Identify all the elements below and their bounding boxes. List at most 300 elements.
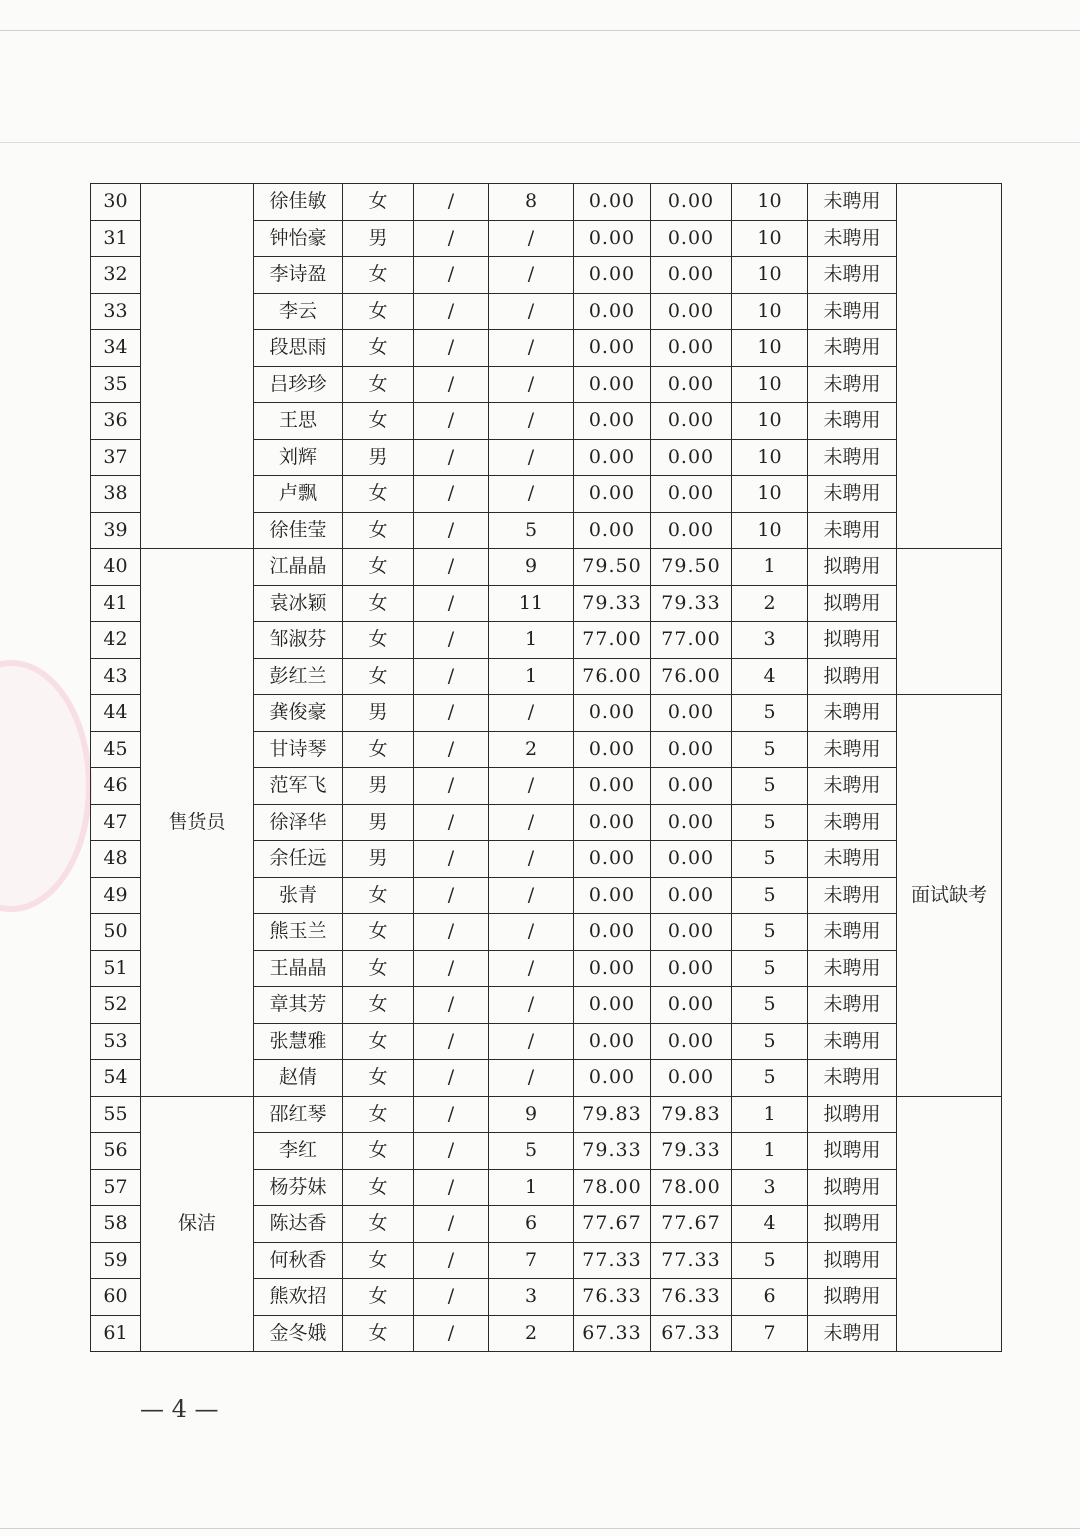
rank-cell: 10: [732, 257, 808, 294]
gender-cell: 女: [343, 330, 414, 367]
col5-value-cell: 2: [489, 731, 574, 768]
candidate-name-cell: 王晶晶: [254, 950, 343, 987]
remark-cell: [897, 184, 1002, 549]
result-cell: 拟聘用: [808, 585, 897, 622]
score1-cell: 0.00: [574, 731, 651, 768]
row-number-cell: 59: [91, 1242, 141, 1279]
score2-cell: 78.00: [651, 1169, 732, 1206]
result-cell: 未聘用: [808, 184, 897, 221]
score2-cell: 79.83: [651, 1096, 732, 1133]
result-cell: 拟聘用: [808, 1169, 897, 1206]
candidate-name-cell: 张慧雅: [254, 1023, 343, 1060]
col5-value-cell: 5: [489, 1133, 574, 1170]
position-cell: [141, 184, 254, 549]
candidate-name-cell: 吕珍珍: [254, 366, 343, 403]
col5-value-cell: /: [489, 220, 574, 257]
col5-value-cell: /: [489, 366, 574, 403]
result-cell: 拟聘用: [808, 658, 897, 695]
candidate-name-cell: 熊玉兰: [254, 914, 343, 951]
rank-cell: 4: [732, 658, 808, 695]
score2-cell: 0.00: [651, 877, 732, 914]
score1-cell: 0.00: [574, 257, 651, 294]
row-number-cell: 34: [91, 330, 141, 367]
col5-value-cell: /: [489, 950, 574, 987]
row-number-cell: 39: [91, 512, 141, 549]
score2-cell: 0.00: [651, 695, 732, 732]
gender-cell: 女: [343, 1133, 414, 1170]
table-row: [91, 549, 1002, 586]
result-cell: 拟聘用: [808, 1096, 897, 1133]
candidate-name-cell: 范军飞: [254, 768, 343, 805]
score2-cell: 0.00: [651, 439, 732, 476]
score2-cell: 0.00: [651, 804, 732, 841]
col4-value-cell: /: [414, 257, 489, 294]
gender-cell: 女: [343, 549, 414, 586]
remark-cell: [897, 1096, 1002, 1352]
result-cell: 拟聘用: [808, 549, 897, 586]
rank-cell: 10: [732, 439, 808, 476]
result-cell: 未聘用: [808, 366, 897, 403]
col4-value-cell: /: [414, 512, 489, 549]
gender-cell: 女: [343, 366, 414, 403]
col5-value-cell: 6: [489, 1206, 574, 1243]
gender-cell: 女: [343, 293, 414, 330]
score1-cell: 79.33: [574, 585, 651, 622]
rank-cell: 5: [732, 804, 808, 841]
candidate-name-cell: 杨芬妹: [254, 1169, 343, 1206]
gender-cell: 女: [343, 877, 414, 914]
row-number-cell: 58: [91, 1206, 141, 1243]
col4-value-cell: /: [414, 622, 489, 659]
col4-value-cell: /: [414, 731, 489, 768]
score1-cell: 0.00: [574, 184, 651, 221]
col5-value-cell: /: [489, 476, 574, 513]
col5-value-cell: 8: [489, 184, 574, 221]
rank-cell: 10: [732, 403, 808, 440]
col5-value-cell: 1: [489, 1169, 574, 1206]
score1-cell: 0.00: [574, 768, 651, 805]
col5-value-cell: 1: [489, 622, 574, 659]
score1-cell: 0.00: [574, 439, 651, 476]
col4-value-cell: /: [414, 1096, 489, 1133]
col5-value-cell: /: [489, 768, 574, 805]
col5-value-cell: /: [489, 257, 574, 294]
col4-value-cell: /: [414, 841, 489, 878]
col4-value-cell: /: [414, 695, 489, 732]
gender-cell: 女: [343, 1206, 414, 1243]
col4-value-cell: /: [414, 184, 489, 221]
candidate-name-cell: 徐佳莹: [254, 512, 343, 549]
col5-value-cell: 2: [489, 1315, 574, 1352]
candidate-name-cell: 熊欢招: [254, 1279, 343, 1316]
score2-cell: 0.00: [651, 1060, 732, 1097]
result-cell: 未聘用: [808, 731, 897, 768]
rank-cell: 5: [732, 1242, 808, 1279]
col5-value-cell: /: [489, 804, 574, 841]
score2-cell: 76.00: [651, 658, 732, 695]
row-number-cell: 44: [91, 695, 141, 732]
row-number-cell: 41: [91, 585, 141, 622]
score1-cell: 79.33: [574, 1133, 651, 1170]
result-cell: 未聘用: [808, 1060, 897, 1097]
candidate-name-cell: 章其芳: [254, 987, 343, 1024]
gender-cell: 女: [343, 1096, 414, 1133]
row-number-cell: 52: [91, 987, 141, 1024]
score1-cell: 0.00: [574, 330, 651, 367]
row-number-cell: 46: [91, 768, 141, 805]
table-row: [91, 184, 1002, 221]
candidate-name-cell: 卢飘: [254, 476, 343, 513]
result-cell: 拟聘用: [808, 622, 897, 659]
rank-cell: 5: [732, 1060, 808, 1097]
col5-value-cell: 1: [489, 658, 574, 695]
result-cell: 未聘用: [808, 439, 897, 476]
col4-value-cell: /: [414, 1169, 489, 1206]
rank-cell: 5: [732, 877, 808, 914]
gender-cell: 女: [343, 1279, 414, 1316]
position-cell: 保洁: [141, 1096, 254, 1352]
score1-cell: 0.00: [574, 476, 651, 513]
gender-cell: 女: [343, 585, 414, 622]
score1-cell: 0.00: [574, 403, 651, 440]
result-cell: 未聘用: [808, 1023, 897, 1060]
row-number-cell: 45: [91, 731, 141, 768]
score1-cell: 0.00: [574, 841, 651, 878]
rank-cell: 1: [732, 1133, 808, 1170]
score2-cell: 0.00: [651, 293, 732, 330]
col4-value-cell: /: [414, 1060, 489, 1097]
scan-edge-top: [0, 30, 1080, 31]
result-cell: 未聘用: [808, 330, 897, 367]
rank-cell: 10: [732, 184, 808, 221]
score2-cell: 0.00: [651, 184, 732, 221]
col4-value-cell: /: [414, 804, 489, 841]
candidate-name-cell: 李红: [254, 1133, 343, 1170]
row-number-cell: 47: [91, 804, 141, 841]
table-body: [91, 184, 1002, 1352]
result-cell: 拟聘用: [808, 1279, 897, 1316]
col4-value-cell: /: [414, 476, 489, 513]
score2-cell: 0.00: [651, 768, 732, 805]
result-cell: 未聘用: [808, 403, 897, 440]
remark-cell: [897, 549, 1002, 695]
result-cell: 未聘用: [808, 987, 897, 1024]
score1-cell: 0.00: [574, 512, 651, 549]
col5-value-cell: /: [489, 877, 574, 914]
gender-cell: 女: [343, 914, 414, 951]
row-number-cell: 40: [91, 549, 141, 586]
score2-cell: 0.00: [651, 987, 732, 1024]
col5-value-cell: 9: [489, 1096, 574, 1133]
score2-cell: 0.00: [651, 366, 732, 403]
result-cell: 未聘用: [808, 512, 897, 549]
gender-cell: 男: [343, 804, 414, 841]
col4-value-cell: /: [414, 1023, 489, 1060]
row-number-cell: 50: [91, 914, 141, 951]
gender-cell: 女: [343, 731, 414, 768]
row-number-cell: 56: [91, 1133, 141, 1170]
result-cell: 未聘用: [808, 293, 897, 330]
gender-cell: 男: [343, 220, 414, 257]
col4-value-cell: /: [414, 987, 489, 1024]
col5-value-cell: 11: [489, 585, 574, 622]
score2-cell: 76.33: [651, 1279, 732, 1316]
seal-stamp: [0, 660, 92, 912]
col4-value-cell: /: [414, 439, 489, 476]
candidate-name-cell: 甘诗琴: [254, 731, 343, 768]
col5-value-cell: /: [489, 841, 574, 878]
candidate-name-cell: 徐佳敏: [254, 184, 343, 221]
candidate-name-cell: 徐泽华: [254, 804, 343, 841]
score1-cell: 0.00: [574, 695, 651, 732]
table-row: [91, 1096, 1002, 1133]
score1-cell: 76.00: [574, 658, 651, 695]
result-cell: 未聘用: [808, 695, 897, 732]
score2-cell: 77.33: [651, 1242, 732, 1279]
gender-cell: 女: [343, 257, 414, 294]
col4-value-cell: /: [414, 877, 489, 914]
rank-cell: 10: [732, 330, 808, 367]
col5-value-cell: 3: [489, 1279, 574, 1316]
rank-cell: 5: [732, 768, 808, 805]
rank-cell: 5: [732, 987, 808, 1024]
result-cell: 未聘用: [808, 768, 897, 805]
score2-cell: 0.00: [651, 1023, 732, 1060]
gender-cell: 男: [343, 841, 414, 878]
candidate-name-cell: 何秋香: [254, 1242, 343, 1279]
candidate-name-cell: 段思雨: [254, 330, 343, 367]
row-number-cell: 54: [91, 1060, 141, 1097]
col4-value-cell: /: [414, 950, 489, 987]
gender-cell: 女: [343, 1023, 414, 1060]
col5-value-cell: /: [489, 987, 574, 1024]
score1-cell: 79.50: [574, 549, 651, 586]
rank-cell: 1: [732, 1096, 808, 1133]
score1-cell: 0.00: [574, 220, 651, 257]
gender-cell: 男: [343, 695, 414, 732]
score1-cell: 0.00: [574, 804, 651, 841]
row-number-cell: 55: [91, 1096, 141, 1133]
col4-value-cell: /: [414, 403, 489, 440]
rank-cell: 10: [732, 366, 808, 403]
rank-cell: 5: [732, 1023, 808, 1060]
col5-value-cell: /: [489, 1060, 574, 1097]
rank-cell: 7: [732, 1315, 808, 1352]
results-table: [90, 183, 1002, 1352]
position-cell: 售货员: [141, 549, 254, 1097]
gender-cell: 女: [343, 950, 414, 987]
rank-cell: 10: [732, 220, 808, 257]
score2-cell: 0.00: [651, 731, 732, 768]
candidate-name-cell: 金冬娥: [254, 1315, 343, 1352]
candidate-name-cell: 张青: [254, 877, 343, 914]
row-number-cell: 32: [91, 257, 141, 294]
col5-value-cell: /: [489, 330, 574, 367]
gender-cell: 女: [343, 622, 414, 659]
col4-value-cell: /: [414, 549, 489, 586]
row-number-cell: 36: [91, 403, 141, 440]
score1-cell: 0.00: [574, 914, 651, 951]
page-number: — 4 —: [140, 1395, 219, 1423]
col5-value-cell: /: [489, 293, 574, 330]
col4-value-cell: /: [414, 1133, 489, 1170]
row-number-cell: 53: [91, 1023, 141, 1060]
rank-cell: 5: [732, 695, 808, 732]
rank-cell: 5: [732, 914, 808, 951]
rank-cell: 2: [732, 585, 808, 622]
score1-cell: 0.00: [574, 366, 651, 403]
score1-cell: 77.33: [574, 1242, 651, 1279]
result-cell: 未聘用: [808, 220, 897, 257]
row-number-cell: 57: [91, 1169, 141, 1206]
result-cell: 拟聘用: [808, 1206, 897, 1243]
result-cell: 未聘用: [808, 804, 897, 841]
score2-cell: 77.67: [651, 1206, 732, 1243]
col5-value-cell: /: [489, 695, 574, 732]
candidate-name-cell: 王思: [254, 403, 343, 440]
col4-value-cell: /: [414, 1206, 489, 1243]
row-number-cell: 48: [91, 841, 141, 878]
gender-cell: 女: [343, 1242, 414, 1279]
rank-cell: 3: [732, 622, 808, 659]
row-number-cell: 51: [91, 950, 141, 987]
rank-cell: 10: [732, 476, 808, 513]
score1-cell: 77.67: [574, 1206, 651, 1243]
col5-value-cell: /: [489, 914, 574, 951]
row-number-cell: 35: [91, 366, 141, 403]
col4-value-cell: /: [414, 220, 489, 257]
candidate-name-cell: 彭红兰: [254, 658, 343, 695]
rank-cell: 6: [732, 1279, 808, 1316]
col4-value-cell: /: [414, 366, 489, 403]
row-number-cell: 33: [91, 293, 141, 330]
score1-cell: 0.00: [574, 1023, 651, 1060]
row-number-cell: 43: [91, 658, 141, 695]
score1-cell: 0.00: [574, 877, 651, 914]
col4-value-cell: /: [414, 330, 489, 367]
candidate-name-cell: 钟怡豪: [254, 220, 343, 257]
result-cell: 未聘用: [808, 877, 897, 914]
candidate-name-cell: 李诗盈: [254, 257, 343, 294]
candidate-name-cell: 龚俊豪: [254, 695, 343, 732]
col4-value-cell: /: [414, 1279, 489, 1316]
gender-cell: 女: [343, 1315, 414, 1352]
candidate-name-cell: 江晶晶: [254, 549, 343, 586]
gender-cell: 女: [343, 1060, 414, 1097]
score1-cell: 67.33: [574, 1315, 651, 1352]
score2-cell: 79.33: [651, 1133, 732, 1170]
col4-value-cell: /: [414, 585, 489, 622]
score1-cell: 77.00: [574, 622, 651, 659]
gender-cell: 女: [343, 184, 414, 221]
rank-cell: 3: [732, 1169, 808, 1206]
candidate-name-cell: 陈达香: [254, 1206, 343, 1243]
col5-value-cell: 5: [489, 512, 574, 549]
score1-cell: 0.00: [574, 293, 651, 330]
result-cell: 拟聘用: [808, 1242, 897, 1279]
rank-cell: 5: [732, 950, 808, 987]
scan-edge-bottom: [0, 1528, 1080, 1529]
row-number-cell: 38: [91, 476, 141, 513]
candidate-name-cell: 邹淑芬: [254, 622, 343, 659]
result-cell: 拟聘用: [808, 1133, 897, 1170]
result-cell: 未聘用: [808, 476, 897, 513]
gender-cell: 女: [343, 512, 414, 549]
score1-cell: 76.33: [574, 1279, 651, 1316]
col4-value-cell: /: [414, 658, 489, 695]
score2-cell: 0.00: [651, 950, 732, 987]
col5-value-cell: /: [489, 403, 574, 440]
result-cell: 未聘用: [808, 950, 897, 987]
candidate-name-cell: 袁冰颖: [254, 585, 343, 622]
score1-cell: 0.00: [574, 1060, 651, 1097]
col5-value-cell: /: [489, 1023, 574, 1060]
result-cell: 未聘用: [808, 1315, 897, 1352]
rank-cell: 4: [732, 1206, 808, 1243]
gender-cell: 男: [343, 768, 414, 805]
rank-cell: 1: [732, 549, 808, 586]
score2-cell: 0.00: [651, 330, 732, 367]
col4-value-cell: /: [414, 768, 489, 805]
row-number-cell: 37: [91, 439, 141, 476]
remark-cell: 面试缺考: [897, 695, 1002, 1097]
scan-edge-top-inner: [0, 142, 1080, 143]
col5-value-cell: /: [489, 439, 574, 476]
score1-cell: 78.00: [574, 1169, 651, 1206]
col4-value-cell: /: [414, 293, 489, 330]
score1-cell: 0.00: [574, 987, 651, 1024]
score2-cell: 67.33: [651, 1315, 732, 1352]
col4-value-cell: /: [414, 914, 489, 951]
result-cell: 未聘用: [808, 914, 897, 951]
candidate-name-cell: 赵倩: [254, 1060, 343, 1097]
gender-cell: 女: [343, 403, 414, 440]
candidate-name-cell: 李云: [254, 293, 343, 330]
rank-cell: 5: [732, 841, 808, 878]
score2-cell: 79.33: [651, 585, 732, 622]
rank-cell: 5: [732, 731, 808, 768]
row-number-cell: 60: [91, 1279, 141, 1316]
gender-cell: 女: [343, 987, 414, 1024]
row-number-cell: 61: [91, 1315, 141, 1352]
rank-cell: 10: [732, 293, 808, 330]
candidate-name-cell: 余任远: [254, 841, 343, 878]
row-number-cell: 31: [91, 220, 141, 257]
gender-cell: 女: [343, 1169, 414, 1206]
rank-cell: 10: [732, 512, 808, 549]
row-number-cell: 42: [91, 622, 141, 659]
score1-cell: 0.00: [574, 950, 651, 987]
score2-cell: 0.00: [651, 257, 732, 294]
candidate-name-cell: 邵红琴: [254, 1096, 343, 1133]
score2-cell: 0.00: [651, 403, 732, 440]
col4-value-cell: /: [414, 1315, 489, 1352]
row-number-cell: 49: [91, 877, 141, 914]
gender-cell: 女: [343, 658, 414, 695]
score2-cell: 0.00: [651, 914, 732, 951]
gender-cell: 男: [343, 439, 414, 476]
col4-value-cell: /: [414, 1242, 489, 1279]
result-cell: 未聘用: [808, 841, 897, 878]
col5-value-cell: 7: [489, 1242, 574, 1279]
candidate-name-cell: 刘辉: [254, 439, 343, 476]
row-number-cell: 30: [91, 184, 141, 221]
result-cell: 未聘用: [808, 257, 897, 294]
score2-cell: 0.00: [651, 512, 732, 549]
score2-cell: 0.00: [651, 220, 732, 257]
score1-cell: 79.83: [574, 1096, 651, 1133]
gender-cell: 女: [343, 476, 414, 513]
